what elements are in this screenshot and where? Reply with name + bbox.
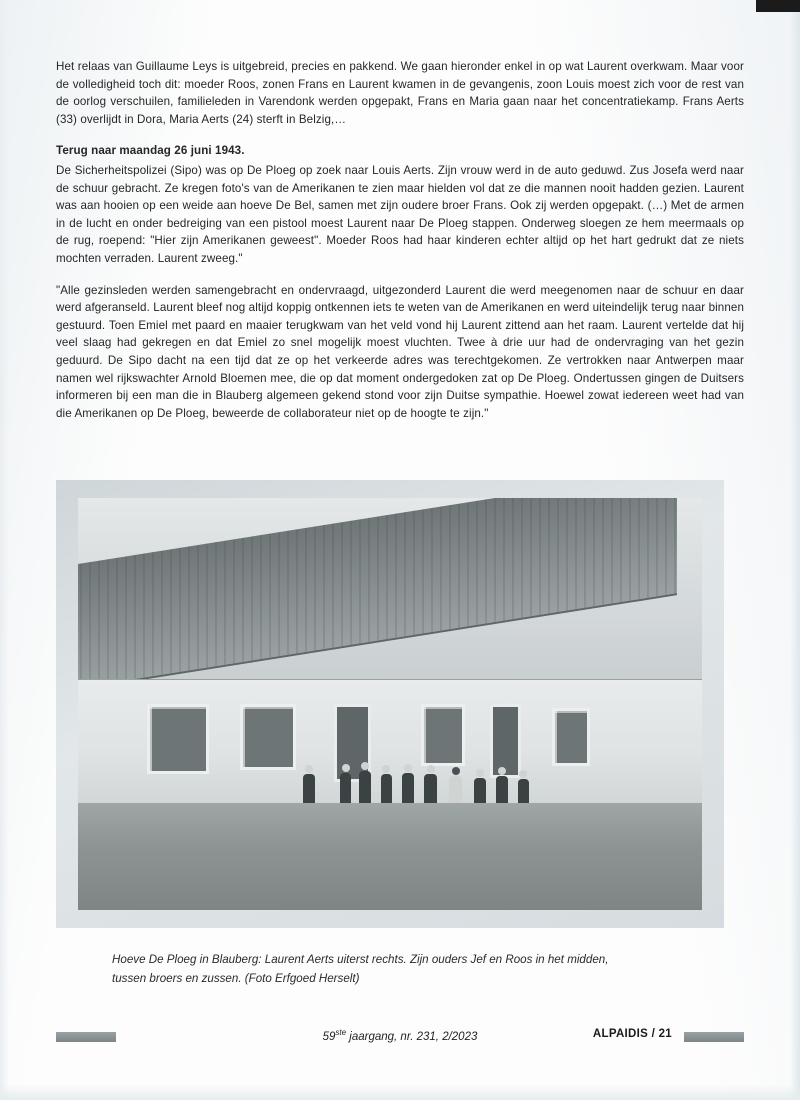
photo-ground (78, 803, 702, 910)
article-text-column (56, 58, 744, 422)
photo-figure (56, 480, 724, 928)
photo-person-head (427, 765, 435, 773)
paragraph-body-3: "Alle gezinsleden werden samengebracht en ondervraagd, uitgezonderd Laurent die werd meegenomen naar de schuur en daar werd afgeranseld. Laurent bleef nog altijd koppig ontkennen iets te weten van de Amerikanen en werd uiteindelijk terug naar binnen gestuurd. Toen Emiel met paard en maaier terugkwam van het veld vond hij Laurent zittend aan het raam. Laurent vertelde dat hij veel slaag had gekregen en dat Emiel zo snel mogelijk moest vluchten. Twee à drie uur had de ondervraging van het gezin geduurd. De Sipo dacht na een tijd dat ze op het verkeerde adres was terechtgekomen. Ze vertrokken naar Antwerpen maar namen wel rijkswachter Arnold Bloemen mee, die op dat moment ondergedoken zat op De Ploeg. Ondertussen gingen de Duitsers informeren bij een man die in Blauberg algemeen gekend stond voor zijn Duitse sympathie. Hoewel zowat iedereen weet had van die Amerikanen op De Ploeg, beweerde de collaborateur niet op de hoogte te zijn." (56, 283, 744, 420)
photo-window-3 (421, 704, 465, 766)
footer-issue-info (323, 1028, 478, 1043)
photo-person-head (382, 765, 390, 773)
photo-person-head (452, 767, 460, 775)
paragraph-heading-date: Terug naar maandag 26 juni 1943. (56, 144, 245, 158)
footer-rule-right (684, 1032, 744, 1042)
photo-person-head (342, 764, 350, 772)
photo-window-glass (555, 711, 586, 763)
photo-person-head (519, 770, 527, 778)
footer-volume-suffix: ste (335, 1028, 347, 1037)
photo-caption-line-2: tussen broers en zussen. (Foto Erfgoed Herselt) (112, 972, 360, 985)
photo-person-head (404, 764, 412, 772)
footer-volume-number: 59 (322, 1030, 336, 1043)
photo-caption (112, 950, 712, 988)
photo-border (56, 480, 724, 928)
scanner-black-strip (756, 0, 800, 12)
footer-publication: ALPAIDIS / 21 (592, 1028, 672, 1040)
photo-person-head (476, 769, 484, 777)
scan-edge-bottom (0, 1084, 800, 1100)
footer-rule-left (56, 1032, 116, 1042)
historic-photo (78, 498, 702, 910)
photo-person-head (498, 767, 506, 775)
paragraph-body-2: De Sicherheitspolizei (Sipo) was op De Ploeg op zoek naar Louis Aerts. Zijn vrouw werd in de auto geduwd. Zus Josefa werd naar de schuur gebracht. Ze kregen foto's van de Amerikanen te zien maar hielden vol dat ze die mannen nooit hadden gezien. Laurent was aan hooien op een weide aan hoeve De Bel, samen met zijn oudere broer Frans. Ook zij werden opgepakt. (…) Met de armen in de lucht en onder bedreiging van een pistool moest Laurent naar De Ploeg stappen. Onderweg sloegen ze hem meermaals op de rug, roepend: "Hier zijn Amerikanen geweest". Moeder Roos had haar kinderen echter altijd op het hart gedrukt dat ze niets mochten verraden. Laurent zweeg." (56, 163, 744, 265)
footer-issue-text: jaargang, nr. 231, 2/2023 (346, 1030, 478, 1043)
photo-window-glass (150, 707, 206, 771)
paragraph-spacer-2 (56, 268, 744, 282)
photo-window-2 (240, 704, 296, 770)
photo-window-4 (552, 708, 589, 766)
page-footer (56, 1026, 744, 1054)
photo-window-1 (147, 704, 209, 774)
photo-caption-line-1: Hoeve De Ploeg in Blauberg: Laurent Aerts uiterst rechts. Zijn ouders Jef en Roos in het midden, (112, 953, 609, 966)
paragraph-intro: Het relaas van Guillaume Leys is uitgebreid, precies en pakkend. We gaan hieronder enkel in op wat Laurent overkwam. Maar voor de volledigheid toch dit: moeder Roos, zonen Frans en Laurent kwamen in de gevangenis, zoon Louis moest zich voor de rest van de oorlog verschuilen, familieleden in Varendonk werden opgepakt, Frans en Maria gaan naar het concentratiekamp. Frans Aerts (33) overlijdt in Dora, Maria Aerts (24) sterft in Belzig,… (56, 60, 744, 126)
photo-person-head (305, 765, 313, 773)
photo-person-head (361, 762, 369, 770)
photo-door-2 (490, 704, 521, 778)
photo-window-glass (424, 707, 462, 763)
scan-edge-left (0, 0, 9, 1100)
paragraph-spacer (56, 128, 744, 142)
scan-edge-right (790, 12, 800, 1100)
photo-window-glass (243, 707, 293, 767)
